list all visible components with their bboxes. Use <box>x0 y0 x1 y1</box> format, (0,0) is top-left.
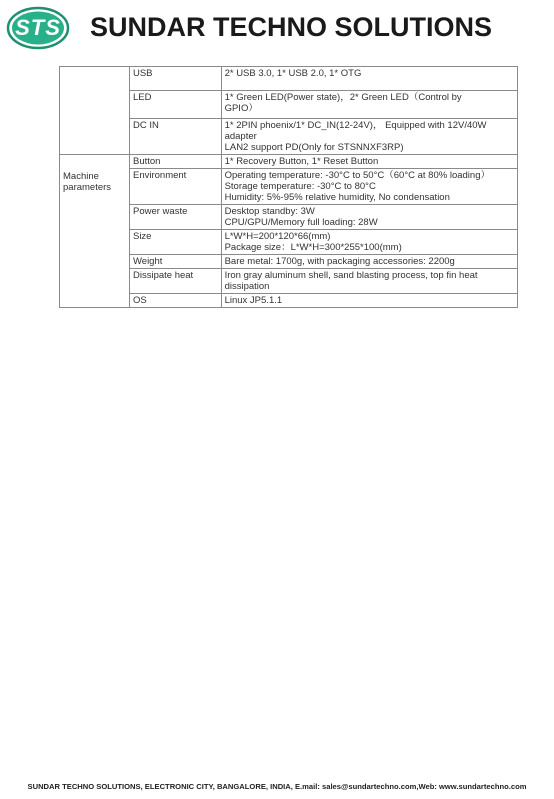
value-line: Iron gray aluminum shell, sand blasting process, top fin heat <box>224 270 478 281</box>
row-label: USB <box>129 67 221 91</box>
company-logo <box>6 6 70 50</box>
company-title: SUNDAR TECHNO SOLUTIONS <box>90 12 493 42</box>
row-label: Button <box>129 155 221 169</box>
category-cell-empty <box>60 67 130 155</box>
value-line: Storage temperature: -30°C to 80°C <box>224 181 376 192</box>
table-row <box>60 67 518 91</box>
spec-table <box>59 66 518 308</box>
value-line: 1* 2PIN phoenix/1* DC_IN(12-24V)， Equipped with 12V/40W <box>224 120 487 131</box>
row-value <box>221 230 517 255</box>
row-label: LED <box>129 91 221 119</box>
value-line: LAN2 support PD(Only for STSNNXF3RP) <box>224 142 404 153</box>
row-label: OS <box>129 294 221 308</box>
row-value <box>221 255 517 269</box>
row-value <box>221 169 517 205</box>
row-value <box>221 294 517 308</box>
value-line: adapter <box>224 131 257 142</box>
row-label: Size <box>129 230 221 255</box>
value-line: Operating temperature: -30°C to 50°C（60°C at 80% loading） <box>224 170 490 181</box>
value-line: 1* Recovery Button, 1* Reset Button <box>224 156 379 167</box>
row-value <box>221 205 517 230</box>
value-line: GPIO） <box>224 103 258 114</box>
value-line: dissipation <box>224 281 270 292</box>
category-cell <box>60 155 130 308</box>
value-line: 1* Green LED(Power state)，2* Green LED（Control by <box>224 92 462 103</box>
value-line: Package size：L*W*H=300*255*100(mm) <box>224 242 402 253</box>
value-line: Linux JP5.1.1 <box>224 295 283 306</box>
value-line: Bare metal: 1700g, with packaging accessories: 2200g <box>224 256 455 267</box>
value-line: Desktop standby: 3W <box>224 206 315 217</box>
row-value <box>221 119 517 155</box>
row-label: Dissipate heat <box>129 269 221 294</box>
footer-contact: SUNDAR TECHNO SOLUTIONS, ELECTRONIC CITY, BANGALORE, INDIA, E.mail: sales@sundartechno.com,Web: www.sundartechno.com <box>27 782 527 791</box>
logo-text: STS <box>15 15 61 40</box>
row-label: DC IN <box>129 119 221 155</box>
row-label: Power waste <box>129 205 221 230</box>
row-value <box>221 91 517 119</box>
value-line: CPU/GPU/Memory full loading: 28W <box>224 217 378 228</box>
value-line: 2* USB 3.0, 1* USB 2.0, 1* OTG <box>224 68 362 79</box>
category-label: Machine parameters <box>63 171 112 193</box>
spec-table-body <box>60 67 518 308</box>
row-label: Environment <box>129 169 221 205</box>
row-value <box>221 67 517 91</box>
value-line: L*W*H=200*120*66(mm) <box>224 231 331 242</box>
row-value <box>221 155 517 169</box>
row-value <box>221 269 517 294</box>
table-row <box>60 155 518 169</box>
value-line: Humidity: 5%-95% relative humidity, No condensation <box>224 192 450 203</box>
row-label: Weight <box>129 255 221 269</box>
